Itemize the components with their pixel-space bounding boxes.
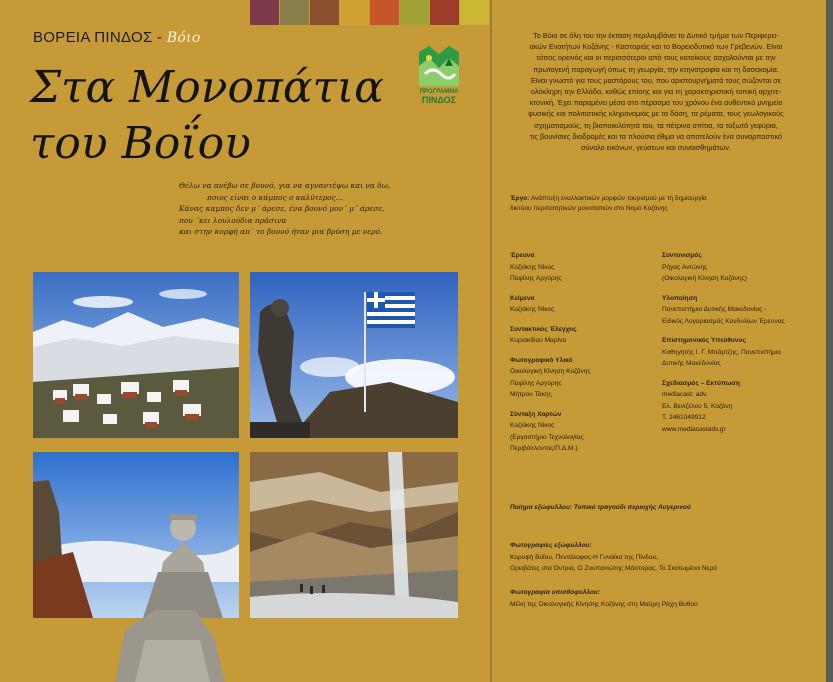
- cover-song-label: Ποίημα εξώφυλλου:: [510, 504, 573, 511]
- photo-mason-statue: [33, 452, 239, 618]
- region-subtitle: [33, 29, 201, 46]
- intro-line: τόπος ορεινός και οι περισσότεροι από τους κατοίκους ασχολούνται με την: [536, 53, 776, 63]
- poem-line: Κάνας καμπος δεν μ΄ άρεσε, ένα βουνό μον΄ μ΄ άρεσε,: [179, 204, 385, 213]
- project-line-1: Ανάπτυξη εναλλακτικών μορφών τουρισμού με τη δημιουργία: [529, 195, 707, 202]
- credit-line: Κυριακίδου Μαρίνα: [510, 337, 567, 344]
- credits-right-column: [662, 250, 822, 443]
- credit-line: Κοζιάκης Νίκος: [510, 306, 555, 313]
- cover-photos-heading: Φωτογραφίες εξώφυλλου:: [510, 542, 592, 549]
- cover-photos-line: Ορειβάτες στα Όντρια, Ο Ζουπανιώτης Μάστορας, Το Σκοτωμένα Νερό: [510, 565, 717, 572]
- credit-line: Περιβάλλοντος/Π.Δ.Μ.): [510, 445, 578, 452]
- credit-research: [510, 250, 650, 285]
- credit-line: Ελ. Βενιζέλου 5, Κοζάνη: [662, 402, 733, 410]
- project-description: [510, 194, 770, 214]
- credit-heading: Έρευνα: [510, 252, 535, 259]
- poem-line: ποιος είναι ο κάμπος ο καλύτερος…: [207, 192, 344, 202]
- back-photo-text: Μέλη της Οικολογικής Κίνησης Κοζάνης στη Μαύρη Ράχη Βυθού: [510, 600, 698, 608]
- credit-maps: [510, 409, 650, 455]
- intro-line: σχηματισμούς, τη βιοποικιλότητά του, τα πέτρινα σπίτια, τα τοξωτά γεφύρια,: [534, 120, 778, 130]
- cover-song-note: [510, 502, 691, 514]
- credit-heading: Σύνταξη Χαρτών: [510, 410, 562, 418]
- credit-line: Ειδικός Λογαριασμός Κονδυλίων Έρευνας: [662, 317, 785, 325]
- credit-line: Οικολογική Κίνηση Κοζάνης: [510, 368, 591, 375]
- project-line-2: δικτύου περιπατητικών μονοπατιών στο Νομό Κοζάνης: [510, 205, 668, 212]
- credit-line: Πανεπιστήμιο Δυτικής Μακεδονίας -: [662, 306, 767, 313]
- credit-line: (Εργαστήριο Τεχνολογίας: [510, 433, 584, 441]
- color-swatch: [310, 0, 339, 25]
- project-label: Έργο:: [510, 195, 530, 202]
- title-line-2: του Βοΐου: [30, 118, 251, 169]
- intro-line: πρωτογενή παραγωγή όπως τη γεωργία, την κτηνοτροφία και τη δασοκομία.: [533, 64, 779, 74]
- photo-statue-with-flag: [250, 272, 458, 438]
- credits-left-column: [510, 250, 650, 463]
- color-swatch: [250, 0, 279, 25]
- credit-line: Ρήγας Αντώνης: [662, 263, 708, 271]
- credit-line: Παφίλης Αργύρης: [510, 275, 562, 282]
- intro-paragraph: [510, 30, 802, 153]
- credit-heading: Υλοποίηση: [662, 294, 698, 302]
- center-fold: [490, 0, 492, 682]
- cover-photos-line: Κορυφή Βοΐου, Πεντάλοφος-Η Γυναίκα της Πίνδου,: [510, 553, 658, 561]
- credit-line: (Οικολογική Κίνηση Κοζάνης): [662, 275, 747, 282]
- credit-heading: Φωτογραφικό Υλικό: [510, 356, 573, 364]
- credit-line: Δυτικής Μακεδονίας: [662, 360, 721, 367]
- intro-line: ακών Ενοτήτων Κοζάνης - Καστοριάς και το Βορειοδυτικό των Γρεβενών. Είναι: [529, 42, 783, 52]
- color-swatch: [340, 0, 369, 25]
- credit-line: Καθηγητής Ι. Γ. Μπάρτζης, Πανεπιστήμιο: [662, 348, 782, 356]
- intro-line: τις βουνίσιες διαδρομές και τα πλούσια έθιμα να αποτελούν ένα συναρπαστικό: [529, 131, 783, 141]
- poem-line: και στην κορφή απ΄ το βουνό ήταν μια βρύση με νερό.: [179, 227, 383, 236]
- credit-implementation: [662, 293, 822, 328]
- poem-block: [179, 180, 429, 238]
- intro-line: Το Βόιο σε όλη του την έκταση περιλαμβάνει το Δυτικό τμήμα των Περιφερει-: [533, 31, 779, 40]
- intro-line: σύνολο εικόνων, γεύσεων και συναισθημάτων.: [581, 143, 731, 153]
- credit-design-print: [662, 378, 822, 436]
- credit-line: Μήτρου Τάκης: [510, 391, 552, 398]
- cover-song-text: Τοπικό τραγούδι περιοχής Αυγερινού: [572, 504, 691, 511]
- color-swatch: [460, 0, 489, 25]
- statue-base-overlap: [115, 600, 225, 682]
- logo-line-1: ΠΡΟΓΡΑΜΜΑ: [419, 89, 459, 95]
- credit-heading: Συντονισμός: [662, 252, 702, 259]
- credit-line: Παφίλης Αργύρης: [510, 379, 562, 387]
- back-photo-note: [510, 587, 698, 610]
- area-name: Βόιο: [166, 30, 201, 46]
- intro-line: φυσικής και πολιτιστικής κληρονομιάς με τα δάση, τα ρέματα, τους γεωλογικούς: [528, 109, 784, 119]
- back-photo-heading: Φωτογραφία οπισθόφυλλου:: [510, 589, 601, 596]
- color-swatch-strip: [250, 0, 490, 25]
- credit-line: Κοζιάκης Νίκος: [510, 263, 555, 271]
- region-name: ΒΟΡΕΙΑ ΠΙΝΔΟΣ -: [33, 29, 163, 46]
- color-swatch: [280, 0, 309, 25]
- color-swatch: [430, 0, 459, 25]
- page-title: [30, 60, 410, 172]
- color-swatch: [370, 0, 399, 25]
- color-swatch: [400, 0, 429, 25]
- intro-line: ολόκληρη την Ελλάδα, καθώς επίσης και για τη χαρακτηριστική τοπική αρχιτε-: [530, 87, 782, 97]
- logo-caption: [413, 89, 465, 105]
- viewer-edge: [826, 0, 833, 682]
- poem-line: που ΄κει λουλούδια πράσινα: [179, 215, 287, 225]
- credit-texts: [510, 293, 650, 316]
- credit-heading: Επιστημονικός Υπεύθυνος: [662, 337, 746, 344]
- photo-snowy-village: [33, 272, 239, 438]
- logo-line-2: ΠΙΝΔΟΣ: [421, 95, 457, 105]
- credit-line: Κοζιάκης Νίκος: [510, 422, 555, 429]
- cover-photos-note: [510, 540, 717, 575]
- photo-waterfall-cliff: [250, 452, 458, 618]
- credit-scientific-lead: [662, 335, 822, 370]
- title-line-1: Στα Μονοπάτια: [30, 62, 384, 113]
- credit-line: mediacast. adv.: [662, 391, 708, 398]
- intro-line: Είναι γνωστό για τους μαστόρους του, που αριστουργήματά τους σώζονται σε: [531, 75, 781, 85]
- credit-line: Τ. 2461049912: [662, 414, 706, 421]
- credit-coordination: [662, 250, 822, 285]
- credit-photography: [510, 355, 650, 401]
- credit-line: www.mediacastadv.gr: [662, 425, 726, 433]
- credit-editing: [510, 324, 650, 347]
- poem-line: Θέλω να ανέβω σε βουνό, για να αγναντέψω και να δω,: [179, 181, 391, 190]
- credit-heading: Κείμενα: [510, 294, 535, 302]
- credit-heading: Σχεδιασμός – Εκτύπωση: [662, 379, 740, 387]
- intro-line: κτονική. Έχει παραμένει μέσα στο πέρασμα του χρόνου ένα αυθεντικό μνημείο: [529, 98, 783, 108]
- credit-heading: Συντακτικός Έλεγχος: [510, 325, 577, 333]
